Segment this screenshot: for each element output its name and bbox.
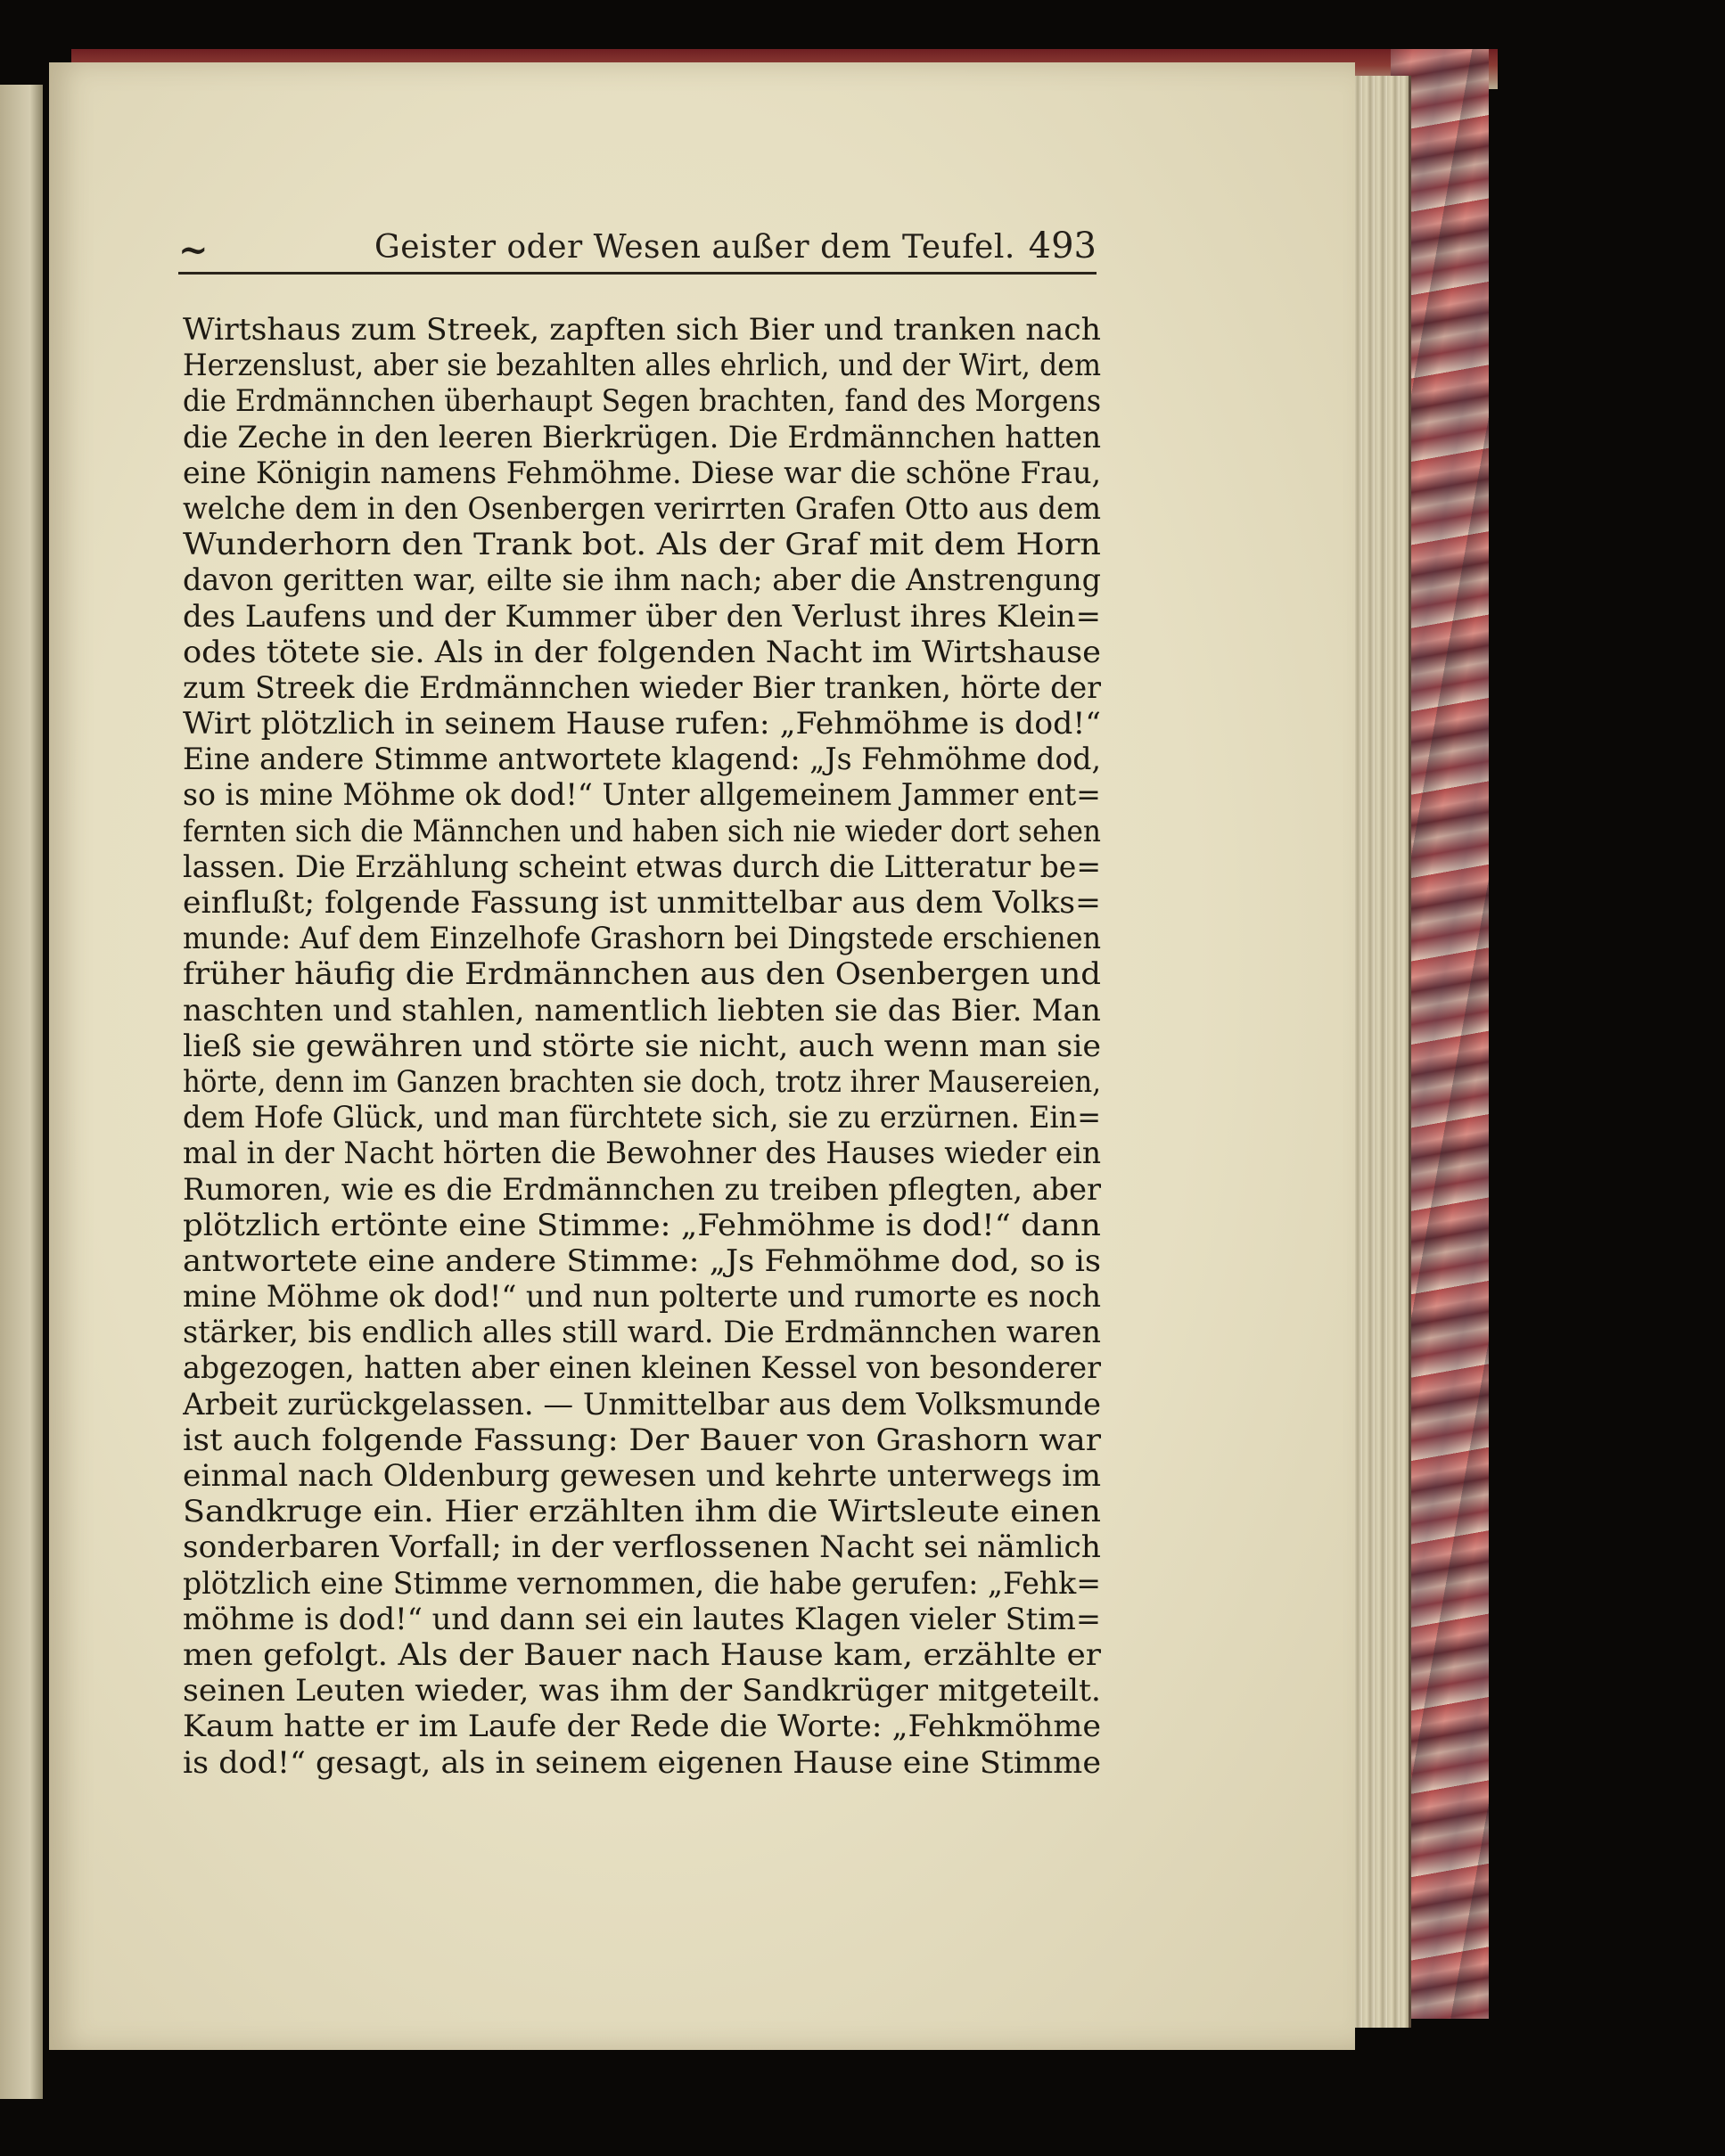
text-line: plötzlich ertönte eine Stimme: „Fehmöhme is dod!“ dann [183,1207,1101,1242]
text-line: stärker, bis endlich alles still ward. Die Erdmännchen waren [183,1315,1101,1350]
text-line: die Erdmännchen überhaupt Segen brachten, fand des Morgens [183,383,1101,419]
running-title: Geister oder Wesen außer dem Teufel. [374,229,1015,266]
text-line: naschten und stahlen, namentlich liebten sie das Bier. Man [183,992,1101,1028]
text-line: welche dem in den Osenbergen verirrten Grafen Otto aus dem [183,490,1101,526]
text-line: Arbeit zurückgelassen. — Unmittelbar aus dem Volksmunde [183,1386,1101,1422]
text-line: früher häufig die Erdmännchen aus den Osenbergen und [183,956,1101,992]
text-line: fernten sich die Männchen und haben sich nie wieder dort sehen [183,813,1101,848]
body-text [183,312,1101,1781]
text-line: mal in der Nacht hörten die Bewohner des Hauses wieder ein [183,1135,1101,1171]
text-line: ließ sie gewähren und störte sie nicht, auch wenn man sie [183,1028,1101,1063]
text-line: abgezogen, hatten aber einen kleinen Kessel von besonderer [183,1350,1101,1386]
text-line: Eine andere Stimme antwortete klagend: „Js Fehmöhme dod, [183,742,1101,777]
text-line: hörte, denn im Ganzen brachten sie doch, trotz ihrer Mausereien, [183,1063,1101,1099]
text-line: eine Königin namens Fehmöhme. Diese war die schöne Frau, [183,455,1101,490]
text-line: die Zeche in den leeren Bierkrügen. Die Erdmännchen hatten [183,419,1101,455]
text-line: sonderbaren Vorfall; in der verflossenen Nacht sei nämlich [183,1529,1101,1565]
text-line: antwortete eine andere Stimme: „Js Fehmöhme dod, so is [183,1242,1101,1278]
text-line: einflußt; folgende Fassung ist unmittelbar aus dem Volks= [183,885,1101,920]
text-line: einmal nach Oldenburg gewesen und kehrte unterwegs im [183,1458,1101,1493]
header-mark: ~ [178,229,209,271]
text-line: is dod!“ gesagt, als in seinem eigenen Hause eine Stimme [183,1744,1101,1780]
text-line: zum Streek die Erdmännchen wieder Bier tranken, hörte der [183,669,1101,705]
text-line: möhme is dod!“ und dann sei ein lautes Klagen vieler Stim= [183,1601,1101,1636]
text-line: mine Möhme ok dod!“ und nun polterte und rumorte es noch [183,1279,1101,1315]
text-line: Wunderhorn den Trank bot. Als der Graf mit dem Horn [183,527,1101,562]
text-line: Kaum hatte er im Laufe der Rede die Worte: „Fehkmöhme [183,1709,1101,1744]
text-line: Wirtshaus zum Streek, zapften sich Bier und tranken nach [183,312,1101,347]
text-line: Herzenslust, aber sie bezahlten alles ehrlich, und der Wirt, dem [183,348,1101,383]
running-header [178,218,1097,275]
text-line: ist auch folgende Fassung: Der Bauer von Grashorn war [183,1422,1101,1457]
text-line: dem Hofe Glück, und man fürchtete sich, sie zu erzürnen. Ein= [183,1100,1101,1135]
text-line: Wirt plötzlich in seinem Hause rufen: „Fehmöhme is dod!“ [183,706,1101,742]
text-line: odes tötete sie. Als in der folgenden Nacht im Wirtshause [183,634,1101,669]
text-line: seinen Leuten wieder, was ihm der Sandkrüger mitgeteilt. [183,1673,1101,1709]
text-line: davon geritten war, eilte sie ihm nach; aber die Anstrengung [183,562,1101,598]
text-line: so is mine Möhme ok dod!“ Unter allgemeinem Jammer ent= [183,777,1101,813]
page-number: 493 [1028,225,1097,266]
text-line: des Laufens und der Kummer über den Verlust ihres Klein= [183,598,1101,634]
adjacent-page-edge [0,85,43,2099]
text-line: lassen. Die Erzählung scheint etwas durch die Litteratur be= [183,848,1101,884]
text-line: men gefolgt. Als der Bauer nach Hause kam, erzählte er [183,1636,1101,1672]
text-line: plötzlich eine Stimme vernommen, die habe gerufen: „Fehk= [183,1565,1101,1601]
text-line: Sandkruge ein. Hier erzählten ihm die Wirtsleute einen [183,1494,1101,1529]
text-line: Rumoren, wie es die Erdmännchen zu treiben pflegten, aber [183,1171,1101,1207]
text-line: munde: Auf dem Einzelhofe Grashorn bei Dingstede erschienen [183,921,1101,956]
